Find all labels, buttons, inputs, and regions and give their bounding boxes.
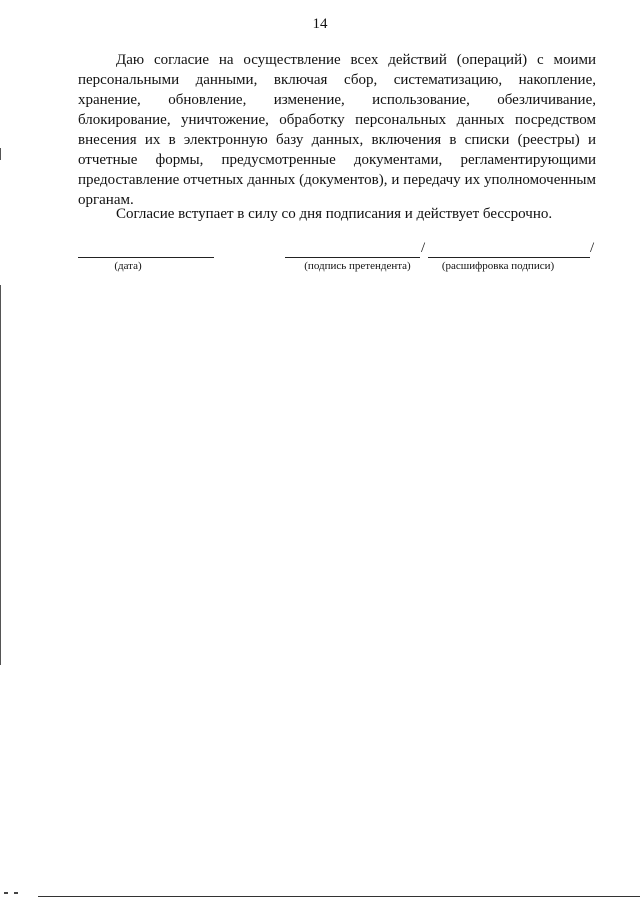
decoding-slash: / xyxy=(590,240,595,256)
margin-mark xyxy=(0,578,1,598)
validity-paragraph: Согласие вступает в силу со дня подписания и действует бессрочно. xyxy=(116,206,553,222)
decoding-line xyxy=(428,257,590,258)
signature-slash: / xyxy=(421,240,426,256)
bottom-rule xyxy=(38,896,640,897)
signature-line xyxy=(285,257,420,258)
page-number: 14 xyxy=(312,16,328,32)
date-line xyxy=(78,257,214,258)
margin-mark xyxy=(0,148,1,160)
scan-mark xyxy=(4,892,8,894)
consent-paragraph: Даю согласие на осуществление всех действий (операций) с моими персональными данными, включая сбор, систематизацию, накопление, хранение, обновление, изменение, использование, обезличивание, блокирование, уничтожение, обработку персональных данных посредством внесения их в электронную базу данных, включения в списки (реестры) и отчетные формы, предусмотренные документами, регламентирующими предоставление отчетных данных (документов), и передачу их уполномоченным органам. xyxy=(78,52,596,208)
signature-caption: (подпись претендента) xyxy=(304,260,411,272)
date-caption: (дата) xyxy=(114,260,142,272)
margin-mark xyxy=(0,285,1,665)
decoding-caption: (расшифровка подписи) xyxy=(441,260,555,272)
scan-mark xyxy=(14,892,18,894)
